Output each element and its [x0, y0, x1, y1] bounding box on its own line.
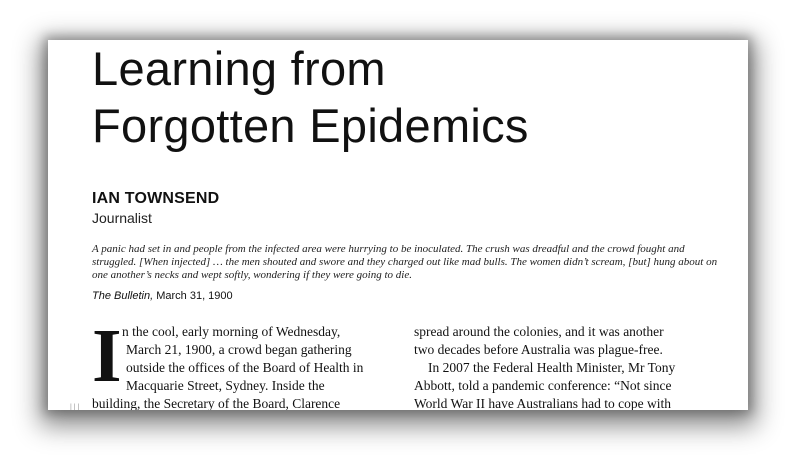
body-line: outside the offices of the Board of Health in [126, 360, 364, 375]
body-line: two decades before Australia was plague-free. [414, 342, 663, 357]
citation-date: March 31, 1900 [153, 290, 233, 302]
article-title [92, 40, 529, 154]
body-line: World War II have Australians had to cope with [414, 396, 672, 410]
epigraph-quote: A panic had set in and people from the infected area were hurrying to be inoculated. The crush was dreadful and the crowd fought and struggled. [When injected] … the men shouted and swore and they charged out like mad bulls. The women didn’t scream, [but] hung about on one another’s necks and wept softly, wondering if they were going to die. [92, 243, 718, 281]
title-line-1: Learning from [92, 42, 386, 95]
title-line-2: Forgotten Epidemics [92, 99, 529, 152]
author-role: Journalist [92, 210, 152, 226]
body-line: In 2007 the Federal Health Minister, Mr Tony [428, 360, 676, 375]
epigraph-citation [92, 290, 233, 302]
body-line: March 21, 1900, a crowd began gathering [126, 342, 352, 357]
document-page [48, 40, 748, 410]
body-line: n the cool, early morning of Wednesday, [122, 324, 341, 339]
drop-cap: I [92, 314, 122, 398]
body-column-right [414, 323, 724, 410]
author-name: IAN TOWNSEND [92, 190, 220, 207]
body-line: Abbott, told a pandemic conference: “Not since [414, 378, 672, 393]
body-line: Macquarie Street, Sydney. Inside the [126, 378, 325, 393]
body-line: building, the Secretary of the Board, Clarence [92, 396, 341, 410]
citation-publication: The Bulletin, [92, 290, 154, 302]
page-marker: | | | [70, 404, 80, 410]
body-line: spread around the colonies, and it was another [414, 324, 664, 339]
body-column-left [92, 323, 392, 410]
